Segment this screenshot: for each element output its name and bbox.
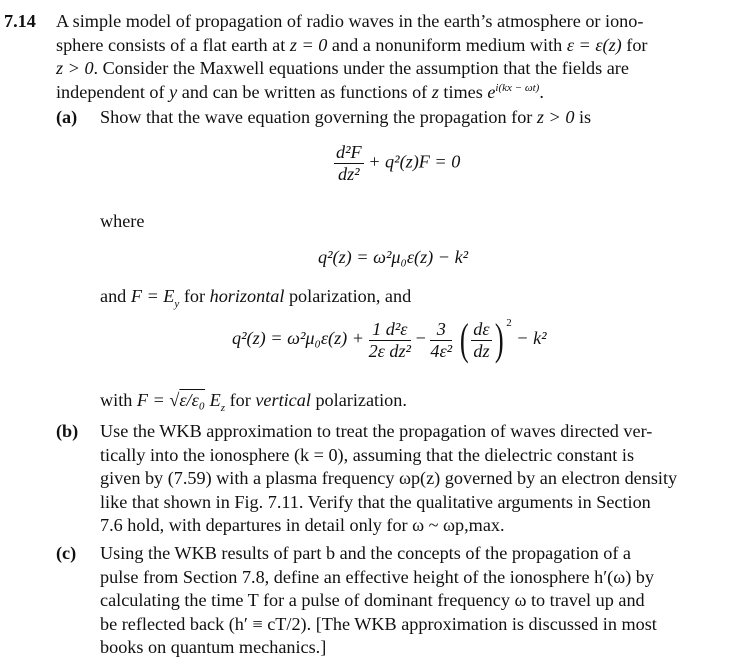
problem-number: 7.14 (4, 11, 36, 31)
q-squared-equation-vertical: q²(z) = ω²μ₀ε(z) + $\frac{\text{1 d²ε}}{\text{2ε dz²}}$ − $\frac{3}{\text{4ε²}}$ ( $\frac{d\varepsilon}{dz}$ ) $^2$ − k² (232, 315, 547, 364)
part-b-label: (b) (56, 421, 79, 441)
part-c-label: (c) (56, 543, 77, 563)
part-a-label: (a) (56, 107, 78, 127)
part-c-text: Using the WKB results of part b and the concepts of the propagation of a pulse from Section 7.8, define an effective height of the ionosphere h′(ω) by calculating the time T for a pulse of dominant frequency ω to travel up and be reflected back (h′ ≡ cT/2). [The WKB approximation is discussed in most books on quantum mechanics.] (100, 543, 657, 658)
vertical-polarization-text: with F = √ε/ε₀ $E_z$ for vertical polarization. (100, 390, 407, 414)
horizontal-polarization-text: and $F = E_y$ for horizontal polarization, and (100, 286, 412, 310)
intro-line-1: A simple model of propagation of radio waves in the earth’s atmosphere or iono- (56, 11, 644, 31)
part-a-text: Show that the wave equation governing the propagation for z > 0 is (100, 107, 592, 127)
q-squared-equation-horizontal: q²(z) = ω²μ₀ε(z) − k² (318, 247, 469, 267)
sqrt-symbol: √ (169, 390, 180, 410)
part-b-text: Use the WKB approximation to treat the propagation of waves directed ver- tically into the ionosphere (k = 0), assuming that the dielectric constant is given by (7.59) with a plasma frequency ωp(z) governed by an electron density like that shown in Fig. 7.11. Verify that the qualitative arguments in Section 7.6 hold, with departures in detail only for ω ~ ωp,max. (100, 421, 678, 536)
where-text: where (100, 211, 145, 231)
problem-intro: A simple model of propagation of radio waves in the earth’s atmosphere or iono- sphere consists of a flat earth at z = 0 and a nonuniform medium with ε = ε(z) for z > 0. Consider the Maxwell equations under the assumption that the fields are independent of y and can be written as functions of z times $e^{i(kx - \omega t)}$. (56, 11, 648, 102)
wave-equation: $\frac{\text{d²F}}{\text{dz²}}$ + q²(z)F = 0 (336, 142, 461, 184)
